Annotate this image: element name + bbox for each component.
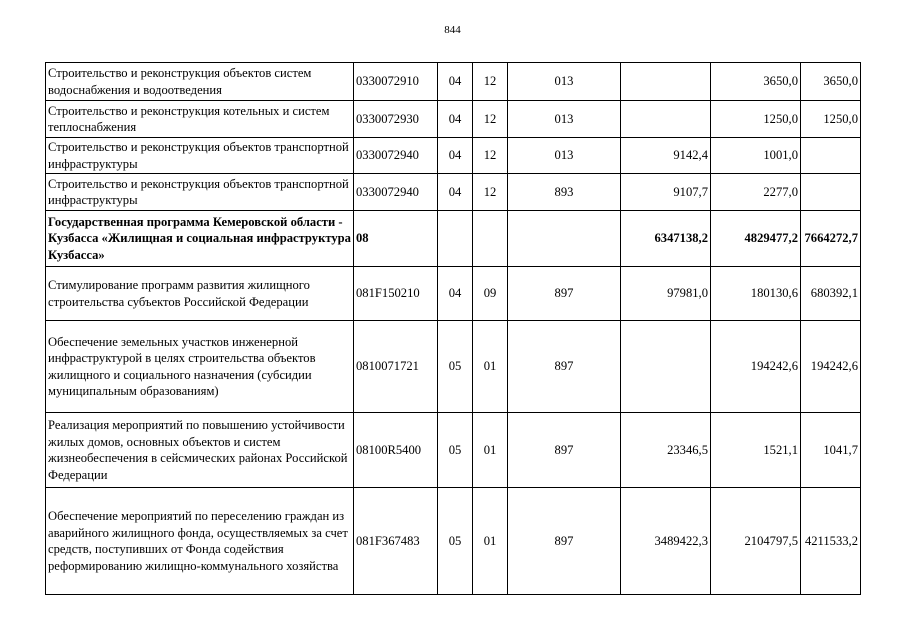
target-code-cell: 0330072930 [354,101,438,138]
amount-year3-cell [801,138,861,174]
expense-type-cell [508,211,621,267]
amount-year2-cell: 4829477,2 [711,211,801,267]
table-row [46,321,861,413]
table-row [46,101,861,138]
expense-type-cell: 013 [508,138,621,174]
budget-table-body [46,63,861,595]
amount-year1-cell: 3489422,3 [621,488,711,595]
target-code-cell: 081F367483 [354,488,438,595]
amount-year2-cell: 1521,1 [711,413,801,488]
amount-year1-cell: 23346,5 [621,413,711,488]
amount-year1-cell: 6347138,2 [621,211,711,267]
budget-table [45,62,861,595]
section-cell: 04 [438,267,473,321]
target-code-cell: 081F150210 [354,267,438,321]
expense-name-cell: Обеспечение мероприятий по переселению граждан из аварийного жилищного фонда, осуществляемых за счет средств, поступивших от Фонда содействия реформированию жилищно-коммунального хозяйства [46,488,354,595]
target-code-cell: 08 [354,211,438,267]
expense-type-cell: 893 [508,174,621,211]
section-cell: 04 [438,101,473,138]
expense-name-cell: Строительство и реконструкция объектов систем водоснабжения и водоотведения [46,63,354,101]
amount-year3-cell [801,174,861,211]
subsection-cell: 12 [473,138,508,174]
target-code-cell: 0330072940 [354,174,438,211]
subsection-cell: 01 [473,413,508,488]
section-cell: 04 [438,63,473,101]
amount-year2-cell: 180130,6 [711,267,801,321]
subsection-cell: 12 [473,63,508,101]
expense-name-cell: Стимулирование программ развития жилищного строительства субъектов Российской Федерации [46,267,354,321]
amount-year1-cell [621,63,711,101]
section-cell [438,211,473,267]
amount-year2-cell: 2104797,5 [711,488,801,595]
expense-type-cell: 897 [508,321,621,413]
expense-name-cell: Строительство и реконструкция объектов транспортной инфраструктуры [46,174,354,211]
expense-type-cell: 013 [508,63,621,101]
subsection-cell: 01 [473,488,508,595]
amount-year1-cell: 9107,7 [621,174,711,211]
amount-year1-cell: 9142,4 [621,138,711,174]
amount-year2-cell: 1250,0 [711,101,801,138]
table-row [46,488,861,595]
expense-name-cell: Обеспечение земельных участков инженерной инфраструктурой в целях строительства объектов жилищного и социального назначения (субсидии муниципальным образованиям) [46,321,354,413]
amount-year3-cell: 1250,0 [801,101,861,138]
amount-year2-cell: 194242,6 [711,321,801,413]
amount-year3-cell: 1041,7 [801,413,861,488]
amount-year3-cell: 194242,6 [801,321,861,413]
target-code-cell: 0330072910 [354,63,438,101]
subsection-cell: 01 [473,321,508,413]
expense-name-cell: Строительство и реконструкция объектов транспортной инфраструктуры [46,138,354,174]
table-row [46,63,861,101]
target-code-cell: 08100R5400 [354,413,438,488]
target-code-cell: 0330072940 [354,138,438,174]
expense-name-cell: Государственная программа Кемеровской области - Кузбасса «Жилищная и социальная инфраструктура Кузбасса» [46,211,354,267]
section-cell: 05 [438,488,473,595]
amount-year1-cell: 97981,0 [621,267,711,321]
expense-name-cell: Реализация мероприятий по повышению устойчивости жилых домов, основных объектов и систем жизнеобеспечения в сейсмических районах Российской Федерации [46,413,354,488]
amount-year3-cell: 680392,1 [801,267,861,321]
subsection-cell [473,211,508,267]
amount-year1-cell [621,101,711,138]
expense-type-cell: 897 [508,267,621,321]
section-cell: 05 [438,321,473,413]
page-number: 844 [444,24,461,36]
expense-type-cell: 013 [508,101,621,138]
amount-year2-cell: 2277,0 [711,174,801,211]
table-row [46,211,861,267]
subsection-cell: 12 [473,174,508,211]
amount-year1-cell [621,321,711,413]
expense-type-cell: 897 [508,488,621,595]
subsection-cell: 12 [473,101,508,138]
amount-year2-cell: 3650,0 [711,63,801,101]
amount-year2-cell: 1001,0 [711,138,801,174]
table-row [46,174,861,211]
amount-year3-cell: 4211533,2 [801,488,861,595]
amount-year3-cell: 3650,0 [801,63,861,101]
expense-type-cell: 897 [508,413,621,488]
section-cell: 04 [438,174,473,211]
section-cell: 04 [438,138,473,174]
target-code-cell: 0810071721 [354,321,438,413]
table-row [46,267,861,321]
section-cell: 05 [438,413,473,488]
expense-name-cell: Строительство и реконструкция котельных и систем теплоснабжения [46,101,354,138]
subsection-cell: 09 [473,267,508,321]
amount-year3-cell: 7664272,7 [801,211,861,267]
table-row [46,413,861,488]
table-row [46,138,861,174]
